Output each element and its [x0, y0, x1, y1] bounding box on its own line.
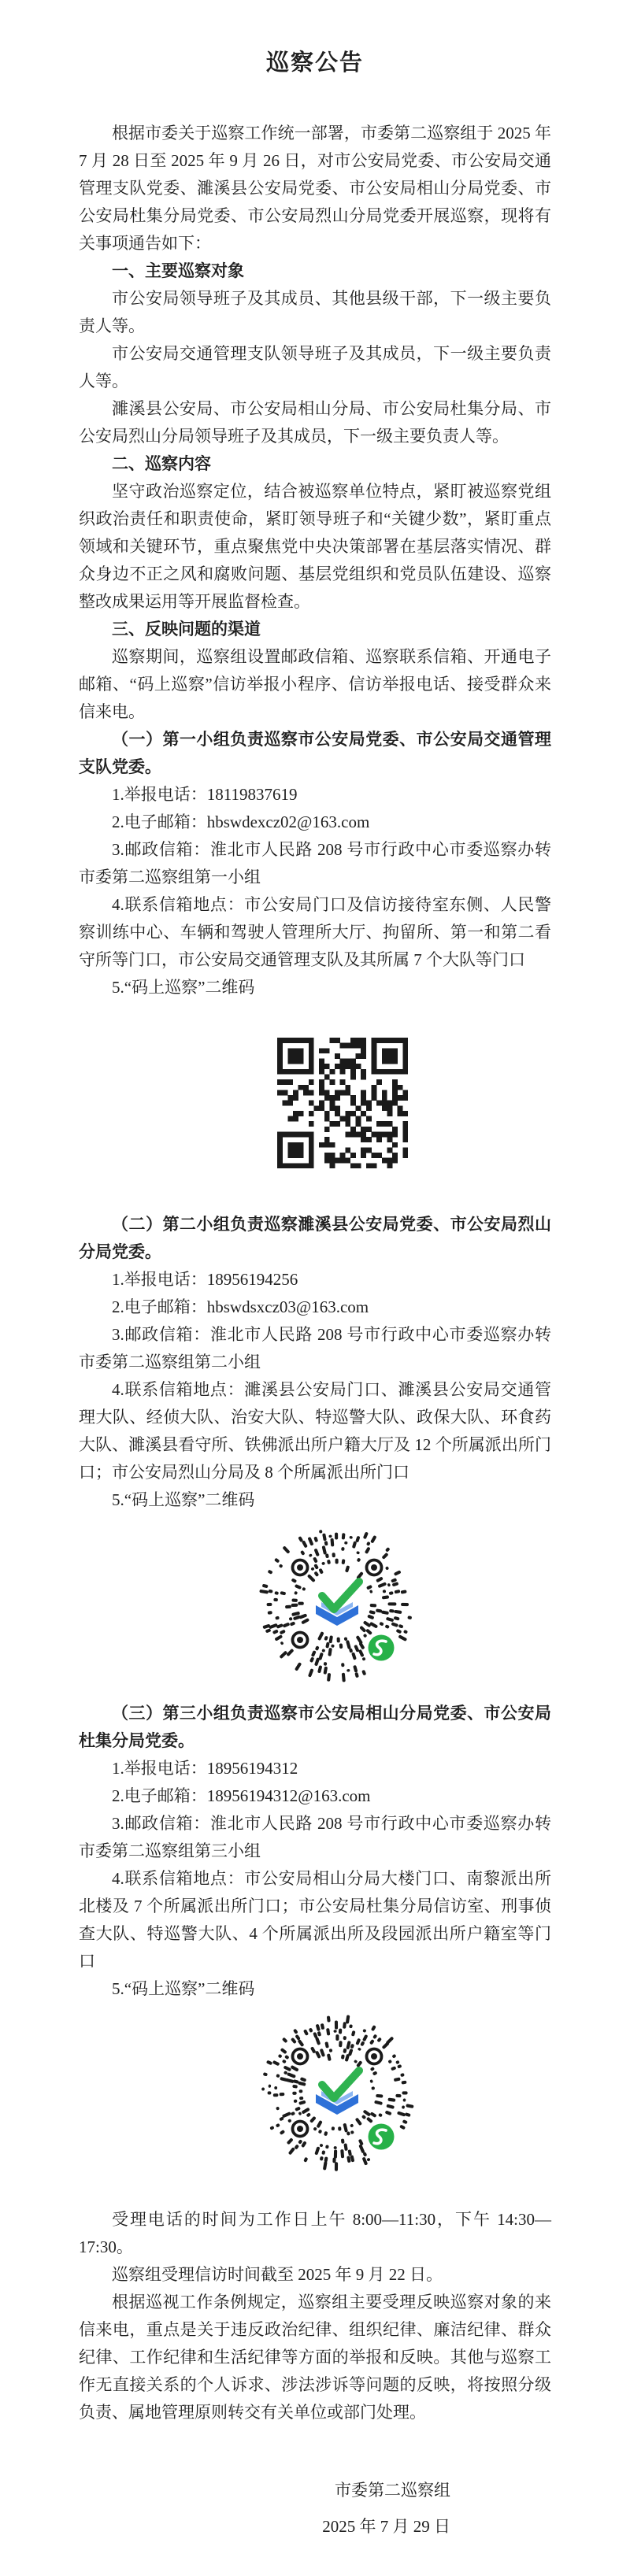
signature-block	[79, 2472, 551, 2545]
targets-paragraph-2: 市公安局交通管理支队领导班子及其成员，下一级主要负责人等。	[79, 344, 551, 390]
content-paragraph: 坚守政治巡察定位，结合被巡察单位特点，紧盯被巡察党组织政治责任和职责使命，紧盯领导班子和“关键少数”，紧盯重点领域和关键环节，重点聚焦党中央决策部署在基层落实情况、群众身边不正之风和腐败问题、基层党组织和党员队伍建设、巡察整改成果运用等开展监督检查。	[79, 482, 551, 611]
group2-heading: （二）第二小组负责巡察濉溪县公安局党委、市公安局烈山分局党委。	[79, 1215, 551, 1261]
qr-code-square-group1	[277, 1038, 408, 1168]
group2-postal-box: 3.邮政信箱：淮北市人民路 208 号市行政中心市委巡察办转市委第二巡察组第二小组	[79, 1325, 551, 1371]
section-targets-heading: 一、主要巡察对象	[112, 262, 244, 280]
targets-paragraph-1: 市公安局领导班子及其成员、其他县级干部，下一级主要负责人等。	[79, 289, 551, 335]
group3-qr-label: 5.“码上巡察”二维码	[112, 1979, 255, 1998]
group1-postal-box: 3.邮政信箱：淮北市人民路 208 号市行政中心市委巡察办转市委第二巡察组第一小组	[79, 840, 551, 886]
closing-deadline: 巡察组受理信访时间截至 2025 年 9 月 22 日。	[112, 2265, 443, 2284]
group2-email: 2.电子邮箱：hbswdsxcz03@163.com	[112, 1297, 369, 1316]
signature-date: 2025 年 7 月 29 日	[322, 2517, 450, 2536]
group3-heading: （三）第三小组负责巡察市公安局相山分局党委、市公安局杜集分局党委。	[79, 1704, 551, 1750]
closing-scope: 根据巡视工作条例规定，巡察组主要受理反映巡察对象的来信来电，重点是关于违反政治纪律、组织纪律、廉洁纪律、群众纪律、工作纪律和生活纪律等方面的举报和反映。其他与巡察工作无直接关系的个人诉求、涉法涉诉等问题的反映，将按照分级负责、属地管理原则转交有关单位或部门处理。	[79, 2293, 551, 2422]
group1-report-phone: 1.举报电话：18119837619	[112, 785, 298, 804]
closing-phone-hours: 受理电话的时间为工作日上午 8:00—11:30，下午 14:30—17:30。	[79, 2210, 551, 2256]
section-channels-heading: 三、反映问题的渠道	[112, 620, 261, 638]
group2-mailbox-locations: 4.联系信箱地点：濉溪县公安局门口、濉溪县公安局交通管理大队、经侦大队、治安大队、特巡警大队、政保大队、环食药大队、濉溪县看守所、铁佛派出所户籍大厅及 12 个所属派出所门口；市公安局烈山分局及 8 个所属派出所门口	[79, 1380, 551, 1482]
intro-paragraph: 根据市委关于巡察工作统一部署，市委第二巡察组于 2025 年 7 月 28 日至 2025 年 9 月 26 日，对市公安局党委、市公安局交通管理支队党委、濉溪县公安局党委、市公安局相山分局党委、市公安局杜集分局党委、市公安局烈山分局党委开展巡察，现将有关事项通告如下：	[79, 124, 551, 253]
group3-qr-block	[79, 2014, 551, 2171]
group1-mailbox-locations: 4.联系信箱地点：市公安局门口及信访接待室东侧、人民警察训练中心、车辆和驾驶人管理所大厅、拘留所、第一和第二看守所等门口，市公安局交通管理支队及其所属 7 个大队等门口	[79, 895, 551, 969]
channels-lead-paragraph: 巡察期间，巡察组设置邮政信箱、巡察联系信箱、开通电子邮箱、“码上巡察”信访举报小程序、信访举报电话、接受群众来信来电。	[79, 647, 551, 721]
group3-postal-box: 3.邮政信箱：淮北市人民路 208 号市行政中心市委巡察办转市委第二巡察组第三小组	[79, 1814, 551, 1860]
qr-code-miniprogram-group3	[258, 2014, 416, 2171]
targets-paragraph-3: 濉溪县公安局、市公安局相山分局、市公安局杜集分局、市公安局烈山分局领导班子及其成员，下一级主要负责人等。	[79, 399, 551, 446]
group1-email: 2.电子邮箱：hbswdexcz02@163.com	[112, 812, 370, 831]
signature-org: 市委第二巡察组	[335, 2481, 450, 2500]
group3-email: 2.电子邮箱：18956194312@163.com	[112, 1786, 371, 1805]
group1-qr-block	[79, 1038, 551, 1168]
group1-heading: （一）第一小组负责巡察市公安局党委、市公安局交通管理支队党委。	[79, 730, 551, 776]
page-title: 巡察公告	[265, 50, 364, 76]
group2-qr-block	[79, 1525, 551, 1682]
group3-mailbox-locations: 4.联系信箱地点：市公安局相山分局大楼门口、南黎派出所北楼及 7 个所属派出所门口；市公安局杜集分局信访室、刑事侦查大队、特巡警大队、4 个所属派出所及段园派出所户籍室等门口	[79, 1869, 551, 1971]
group2-qr-label: 5.“码上巡察”二维码	[112, 1490, 255, 1509]
group2-report-phone: 1.举报电话：18956194256	[112, 1270, 298, 1289]
qr-code-miniprogram-group2	[258, 1525, 416, 1682]
group3-report-phone: 1.举报电话：18956194312	[112, 1759, 298, 1778]
section-content-heading: 二、巡察内容	[112, 455, 211, 473]
group1-qr-label: 5.“码上巡察”二维码	[112, 978, 255, 997]
